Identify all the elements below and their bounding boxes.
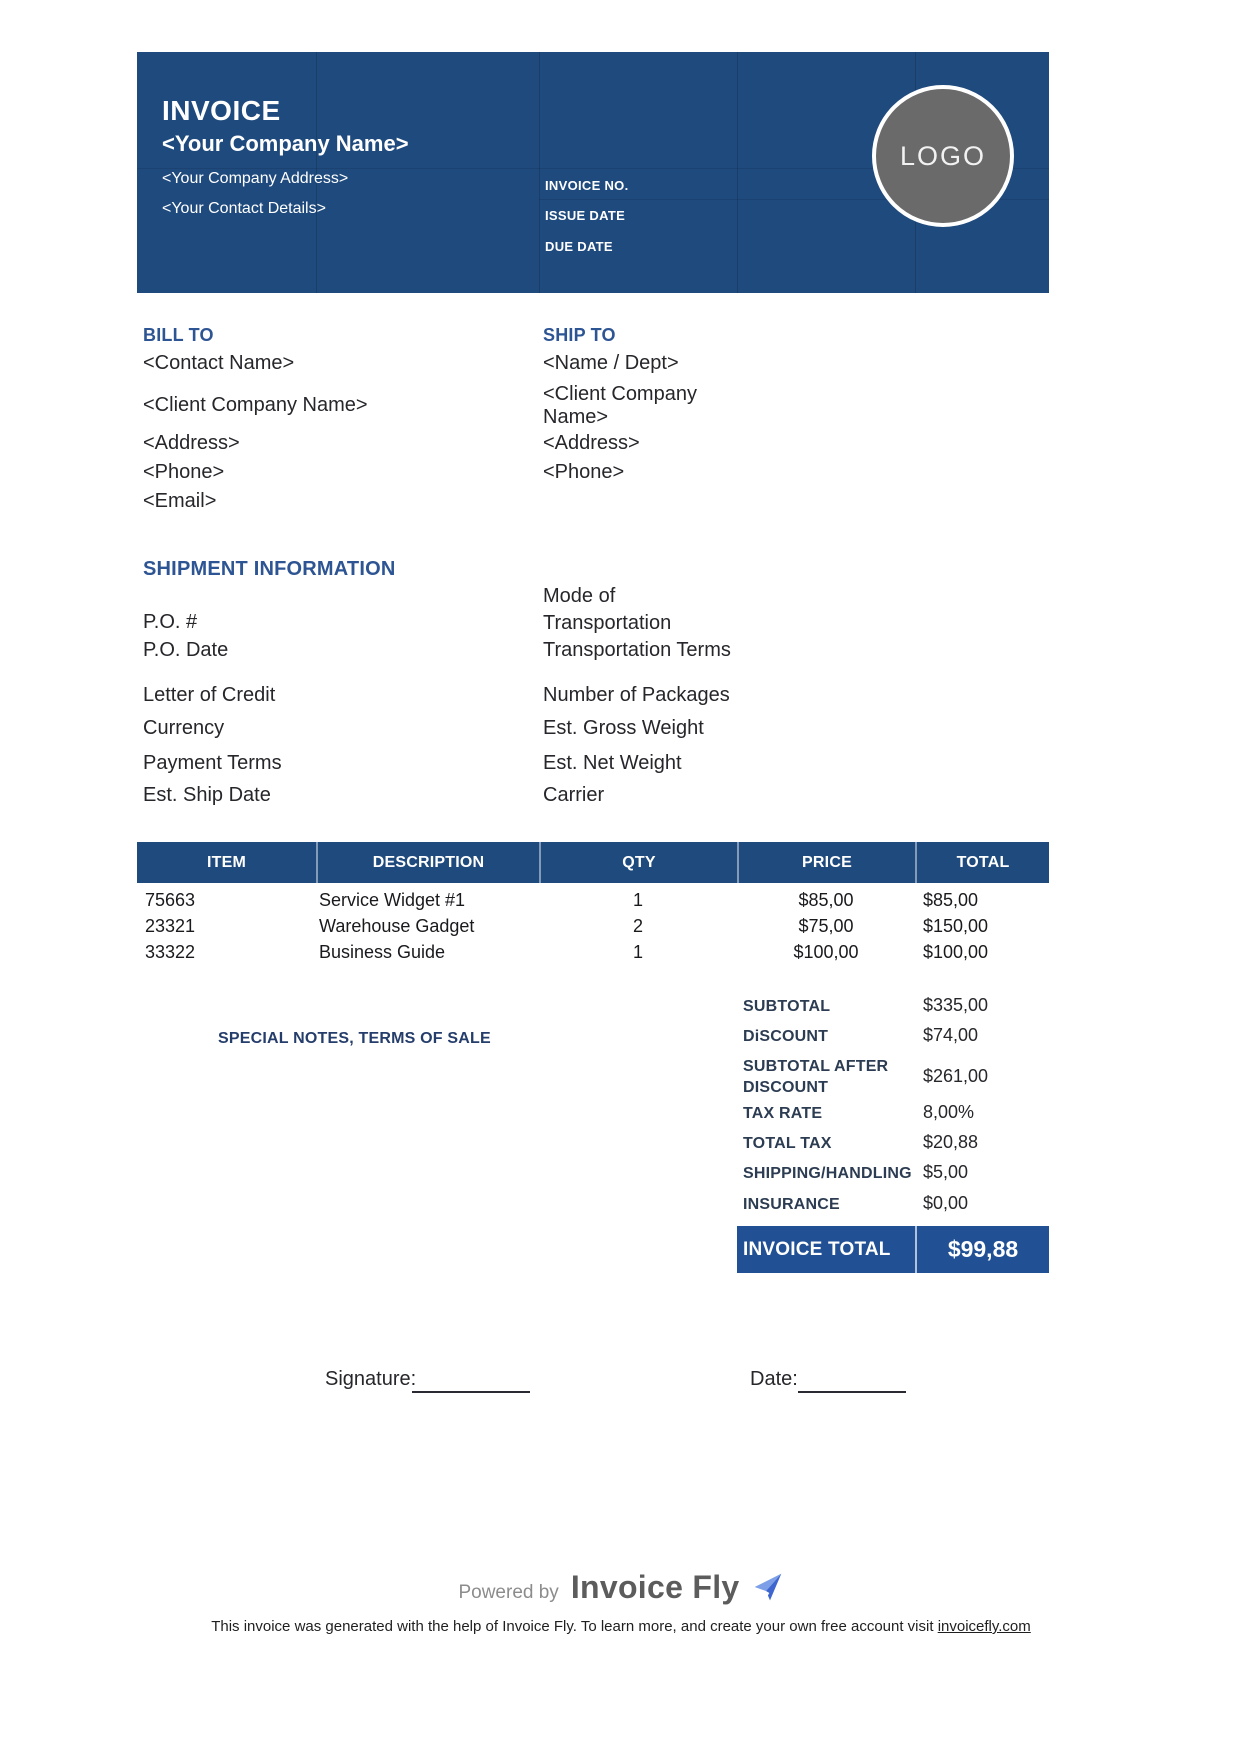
totals-label: INSURANCE <box>743 1196 840 1213</box>
invoice-total-label: INVOICE TOTAL <box>743 1238 891 1260</box>
shipment-field-payment-terms: Payment Terms <box>143 752 282 774</box>
ship-to-name-dept: <Name / Dept> <box>543 352 679 374</box>
header-grid-line <box>539 52 540 293</box>
totals-value: $5,00 <box>923 1162 969 1182</box>
powered-by-row <box>0 1566 1242 1606</box>
company-name: <Your Company Name> <box>162 131 409 156</box>
bill-to-email: <Email> <box>143 490 217 512</box>
bill-to-contact-name: <Contact Name> <box>143 352 295 374</box>
shipment-field-currency: Currency <box>143 717 225 739</box>
company-contact-details: <Your Contact Details> <box>162 200 326 217</box>
bill-to-company-name: <Client Company Name> <box>143 394 368 416</box>
shipment-field-transportation-terms: Transportation Terms <box>543 639 731 661</box>
date-label: Date: <box>750 1368 798 1390</box>
shipment-field-carrier: Carrier <box>543 784 605 806</box>
table-row <box>137 916 1049 938</box>
totals-label: TOTAL TAX <box>743 1135 832 1152</box>
total-cell: $150,00 <box>923 916 989 936</box>
paper-plane-icon <box>752 1571 784 1603</box>
qty-cell: 1 <box>632 890 643 910</box>
shipment-field-est-gross-weight: Est. Gross Weight <box>543 717 704 739</box>
price-cell: $100,00 <box>793 942 859 962</box>
shipment-field-po-number: P.O. # <box>143 611 198 633</box>
shipment-field-est-ship-date: Est. Ship Date <box>143 784 271 806</box>
totals-value: 8,00% <box>923 1102 975 1122</box>
column-header-qty: QTY <box>539 842 737 883</box>
qty-cell: 1 <box>632 942 643 962</box>
items-table-header <box>137 842 1049 883</box>
totals-label: SHIPPING/HANDLING <box>743 1165 912 1182</box>
shipment-field-letter-of-credit: Letter of Credit <box>143 684 276 706</box>
column-header-total: TOTAL <box>915 842 1049 883</box>
price-cell: $85,00 <box>798 890 854 910</box>
logo-text: LOGO <box>899 140 987 171</box>
table-row <box>137 890 1049 912</box>
item-number-cell: 23321 <box>145 916 196 936</box>
company-address: <Your Company Address> <box>162 170 349 187</box>
ship-to-phone: <Phone> <box>543 461 625 483</box>
totals-value: $0,00 <box>923 1193 969 1213</box>
total-cell: $100,00 <box>923 942 989 962</box>
bill-to-address: <Address> <box>143 432 240 454</box>
totals-label: DiSCOUNT <box>743 1028 829 1045</box>
disclaimer-text: This invoice was generated with the help of Invoice Fly. To learn more, and create your own free account visit <box>211 1618 938 1635</box>
ship-to-address: <Address> <box>543 432 640 454</box>
qty-cell: 2 <box>632 916 643 936</box>
shipment-field-mode-of-transportation: Mode of Transportation <box>543 585 672 634</box>
due-date-label: DUE DATE <box>545 239 613 254</box>
ship-to-company-name: <Client Company Name> <box>543 383 697 428</box>
invoice-no-label: INVOICE NO. <box>545 178 629 193</box>
totals-label: SUBTOTAL AFTER DISCOUNT <box>743 1058 889 1096</box>
totals-label: SUBTOTAL <box>743 998 831 1015</box>
invoice-title: INVOICE <box>162 95 281 126</box>
item-number-cell: 33322 <box>145 942 196 962</box>
company-logo-placeholder <box>872 85 1014 227</box>
invoice-fly-brand: Invoice Fly <box>570 1569 740 1605</box>
bill-to-phone: <Phone> <box>143 461 225 483</box>
invoice-total-value: $99,88 <box>947 1236 1019 1262</box>
issue-date-label: ISSUE DATE <box>545 208 626 223</box>
column-header-description: DESCRIPTION <box>316 842 539 883</box>
price-cell: $75,00 <box>798 916 854 936</box>
powered-by-text: Powered by <box>458 1582 559 1603</box>
totals-value: $335,00 <box>923 995 989 1015</box>
invoice-header <box>137 52 1049 293</box>
shipment-field-number-of-packages: Number of Packages <box>543 684 730 706</box>
signature-line[interactable] <box>412 1391 530 1393</box>
shipment-field-po-date: P.O. Date <box>143 639 229 661</box>
item-number-cell: 75663 <box>145 890 196 910</box>
special-notes-label: SPECIAL NOTES, TERMS OF SALE <box>218 1030 491 1047</box>
signature-label: Signature: <box>325 1368 417 1390</box>
shipment-field-est-net-weight: Est. Net Weight <box>543 752 682 774</box>
invoice-total-bar <box>737 1226 1049 1273</box>
description-cell: Business Guide <box>319 942 446 962</box>
totals-value: $74,00 <box>923 1025 979 1045</box>
column-header-item: ITEM <box>206 853 247 871</box>
totals-value: $261,00 <box>923 1066 989 1086</box>
totals-label: TAX RATE <box>743 1105 823 1122</box>
total-cell: $85,00 <box>923 890 979 910</box>
shipment-info-heading: SHIPMENT INFORMATION <box>143 558 396 580</box>
description-cell: Warehouse Gadget <box>319 916 475 936</box>
footer-disclaimer <box>0 1618 1242 1635</box>
description-cell: Service Widget #1 <box>319 890 466 910</box>
ship-to-heading: SHIP TO <box>543 325 616 345</box>
table-row <box>137 942 1049 964</box>
invoicefly-link[interactable]: invoicefly.com <box>937 1618 1031 1635</box>
date-line[interactable] <box>798 1391 906 1393</box>
bill-to-heading: BILL TO <box>143 325 214 345</box>
totals-value: $20,88 <box>923 1132 979 1152</box>
column-header-price: PRICE <box>737 842 915 883</box>
header-grid-line <box>737 52 738 293</box>
